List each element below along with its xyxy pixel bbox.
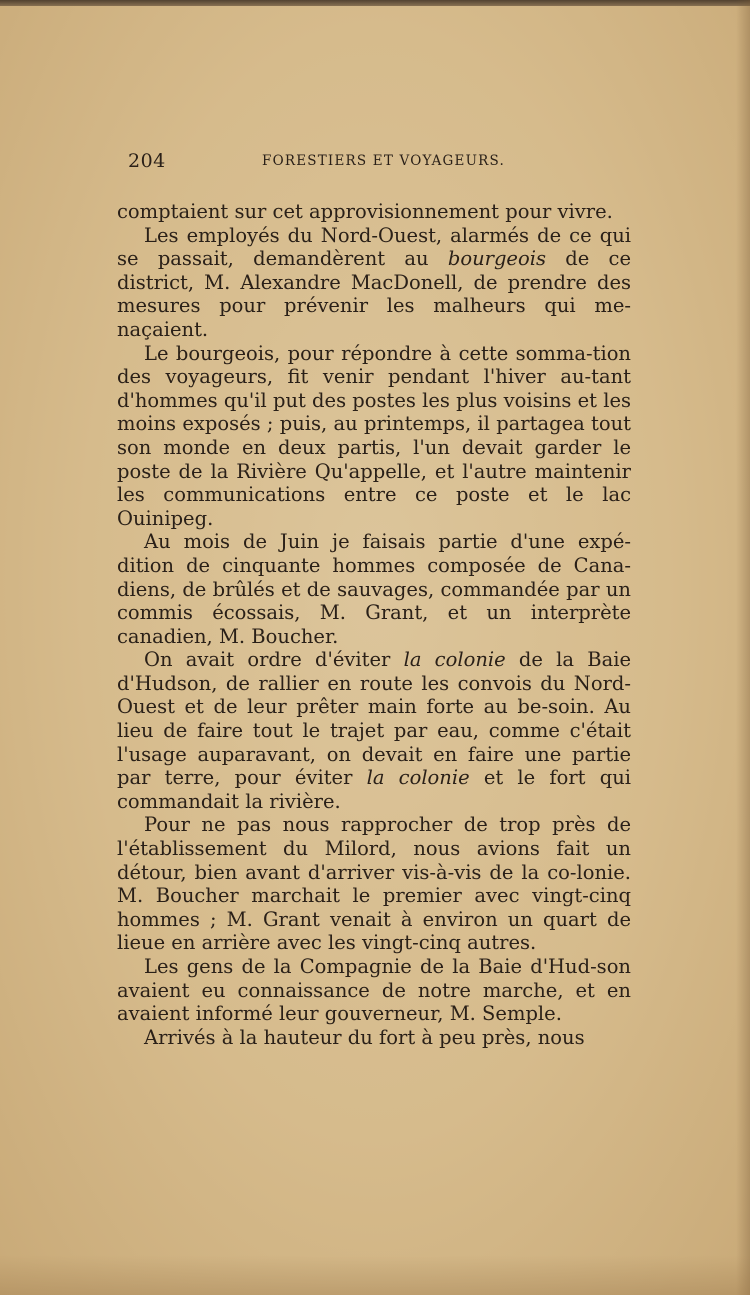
paragraph xyxy=(117,342,631,531)
text-run: Le bourgeois, pour répondre à cette somma-tion des voyageurs, fit venir pendant l'hiver au-tant d'hommes qu'il put des postes les plus voisins et les moins exposés ; puis, au printemps, il partagea tout son monde en deux partis, l'un devait garder le poste de la Rivière Qu'appelle, et l'autre maintenir les communications entre ce poste et le lac Ouinipeg. xyxy=(117,341,631,530)
text-run: On avait ordre d'éviter xyxy=(144,648,404,672)
text-run: et le fort qui commandait la rivière. xyxy=(117,766,631,813)
text-run: de ce district, M. Alexandre MacDonell, de prendre des mesures pour prévenir les malheurs qui me-naçaient. xyxy=(117,247,631,341)
italic-term: la colonie xyxy=(366,766,470,790)
paragraph xyxy=(117,955,631,1026)
text-run: Au mois de Juin je faisais partie d'une expé-dition de cinquante hommes composée de Cana-diens, de brûlés et de sauvages, commandée par un commis écossais, M. Grant, et un interprète canadien, M. Boucher. xyxy=(117,530,631,648)
page-bottom-shadow xyxy=(0,1255,750,1295)
paragraph xyxy=(117,813,631,955)
text-run: Les employés du Nord-Ouest, alarmés de ce qui se passait, demandèrent au xyxy=(117,223,631,271)
paragraph xyxy=(117,200,631,224)
text-run: Arrivés à la hauteur du fort à peu près, nous xyxy=(144,1025,585,1049)
paragraph xyxy=(117,1026,631,1050)
paragraph xyxy=(117,530,631,648)
page-number: 204 xyxy=(128,150,166,172)
running-head xyxy=(128,150,628,174)
text-run: Pour ne pas nous rapprocher de trop près de l'établissement du Milord, nous avions fait un détour, bien avant d'arriver vis-à-vis de la co-lonie. M. Boucher marchait le premier avec vingt-cinq hommes ; M. Grant venait à environ un quart de lieue en arrière avec les vingt-cinq autres. xyxy=(117,813,631,955)
text-run: comptaient sur cet approvisionnement pour vivre. xyxy=(117,200,613,223)
italic-term: la colonie xyxy=(403,648,506,672)
paragraph xyxy=(117,648,631,813)
text-run: de la Baie d'Hudson, de rallier en route les convois du Nord-Ouest et de leur prêter main forte au be-soin. Au lieu de faire tout le trajet par eau, comme c'était l'usage auparavant, on devait en faire une partie par terre, pour éviter xyxy=(117,648,631,790)
page-top-edge xyxy=(0,0,750,6)
running-title: FORESTIERS ET VOYAGEURS. xyxy=(262,153,505,169)
italic-term: bourgeois xyxy=(447,247,546,271)
text-run: Les gens de la Compagnie de la Baie d'Hud-son avaient eu connaissance de notre marche, et en avaient informé leur gouverneur, M. Semple. xyxy=(117,955,631,1026)
page-right-shadow xyxy=(736,0,750,1295)
paragraph xyxy=(117,224,631,342)
body-text xyxy=(117,200,631,1049)
